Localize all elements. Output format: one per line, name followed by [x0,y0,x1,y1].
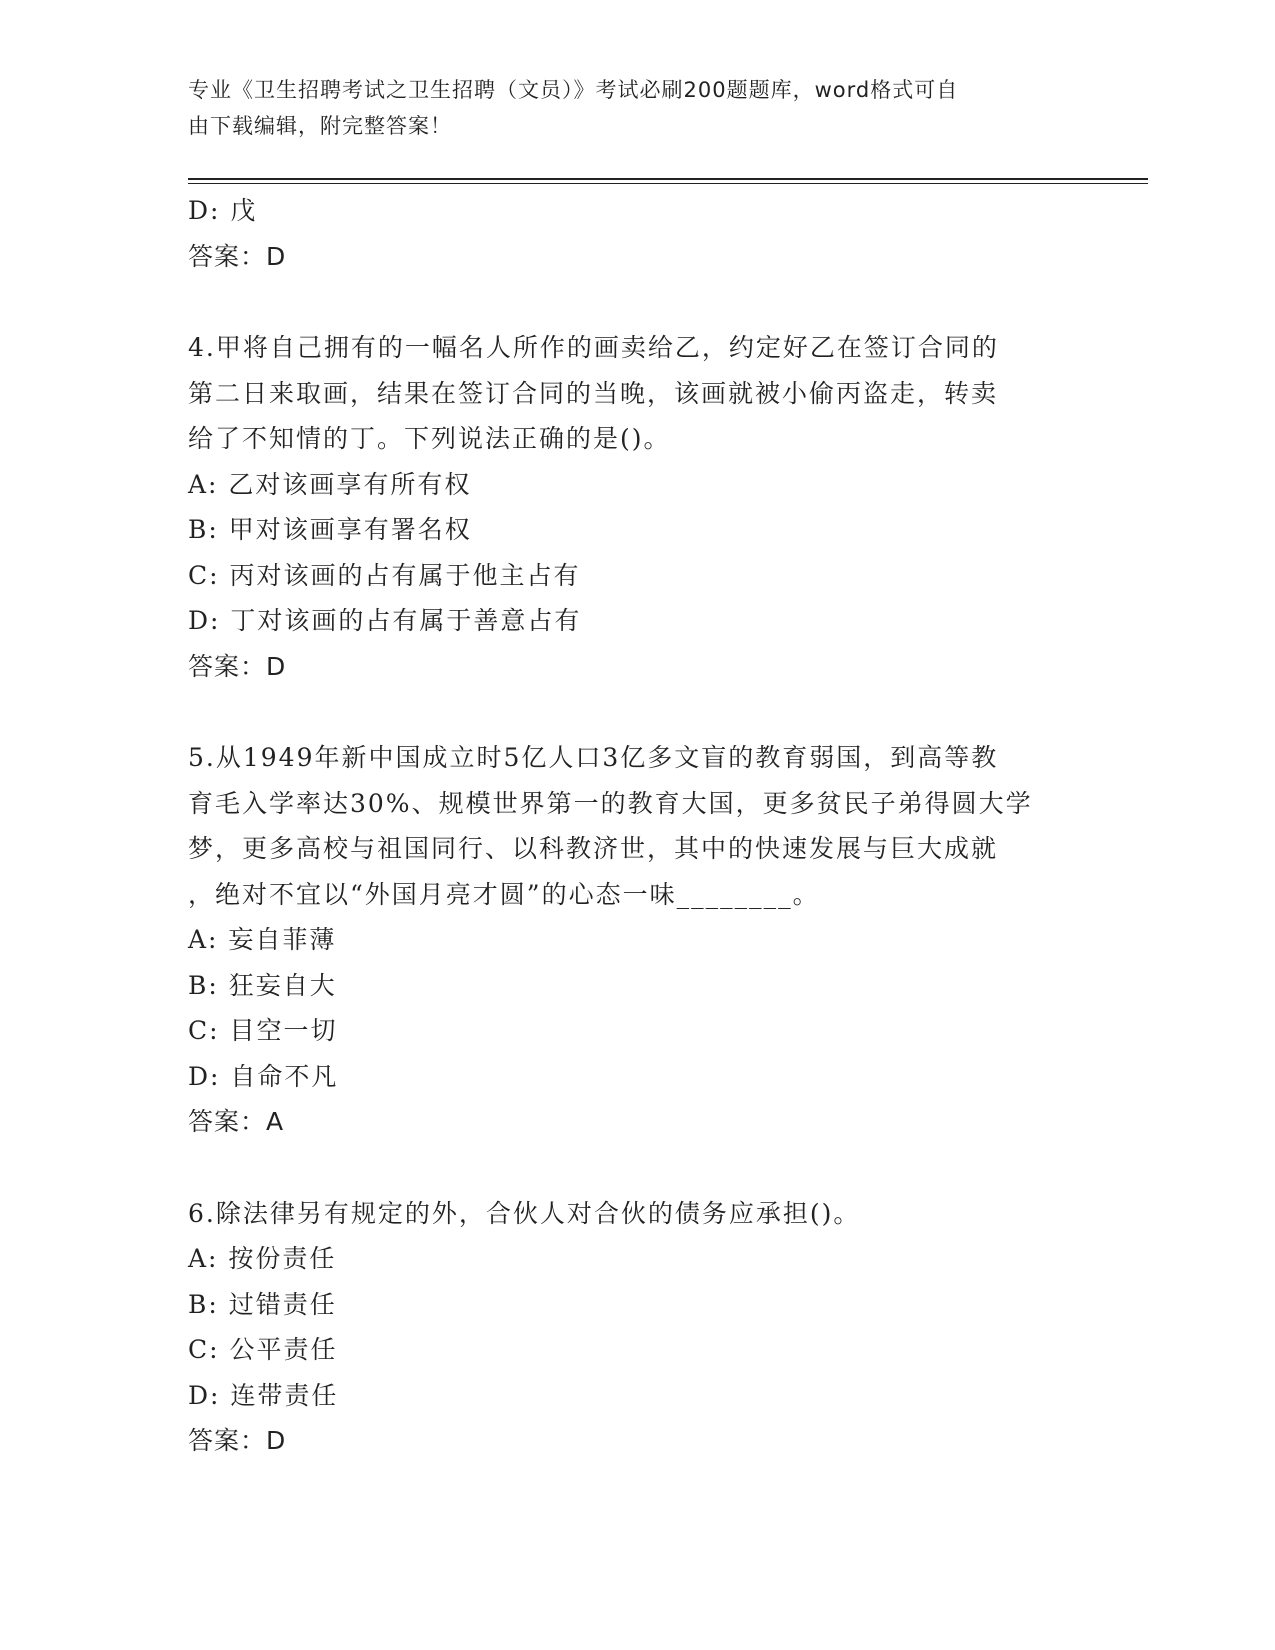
document-body [188,188,1088,1464]
question-answer: 答案：D [188,1426,287,1455]
spacer [188,1145,1088,1191]
question-stem: ，绝对不宜以“外国月亮才圆”的心态一味________。 [188,879,820,909]
document-header [188,72,1088,144]
question-answer: 答案：D [188,651,287,681]
question-stem: 5.从1949年新中国成立时5亿人口3亿多文盲的教育弱国，到高等教 [188,743,999,772]
question-4 [188,325,1088,689]
question-option: D: 戊 [188,196,258,225]
spacer [188,279,1088,325]
header-divider-thick [188,178,1148,180]
question-option: C: 目空一切 [188,1016,338,1045]
question-option: D: 丁对该画的占有属于善意占有 [188,606,582,635]
question-stem: 梦，更多高校与祖国同行、以科教济世，其中的快速发展与巨大成就 [188,834,999,863]
question-option: A: 按份责任 [188,1244,337,1273]
question-option: B: 狂妄自大 [188,970,337,1000]
question-option: D: 自命不凡 [188,1061,339,1091]
question-stem: 给了不知情的丁。下列说法正确的是()。 [188,424,671,453]
question-3-tail [188,188,1088,279]
question-5 [188,735,1088,1145]
question-option: B: 过错责任 [188,1289,337,1319]
question-stem: 第二日来取画，结果在签订合同的当晚，该画就被小偷丙盗走，转卖 [188,378,999,408]
question-stem: 育毛入学率达30%、规模世界第一的教育大国，更多贫民子弟得圆大学 [188,788,1033,818]
spacer [188,689,1088,735]
question-option: C: 公平责任 [188,1335,338,1364]
question-answer: 答案：A [188,1107,285,1136]
question-option: A: 妄自菲薄 [188,925,337,954]
question-option: C: 丙对该画的占有属于他主占有 [188,560,581,590]
question-6 [188,1191,1088,1464]
question-option: D: 连带责任 [188,1380,339,1410]
header-divider-thin [188,183,1148,184]
header-line-2: 由下载编辑，附完整答案！ [188,114,452,138]
header-line-1: 专业《卫生招聘考试之卫生招聘（文员）》考试必刷200题题库，word格式可自 [188,78,959,102]
question-option: B: 甲对该画享有署名权 [188,515,472,544]
question-answer: 答案：D [188,241,287,271]
question-stem: 4.甲将自己拥有的一幅名人所作的画卖给乙，约定好乙在签订合同的 [188,333,999,362]
question-stem: 6.除法律另有规定的外，合伙人对合伙的债务应承担()。 [188,1198,861,1228]
question-option: A: 乙对该画享有所有权 [188,469,472,499]
